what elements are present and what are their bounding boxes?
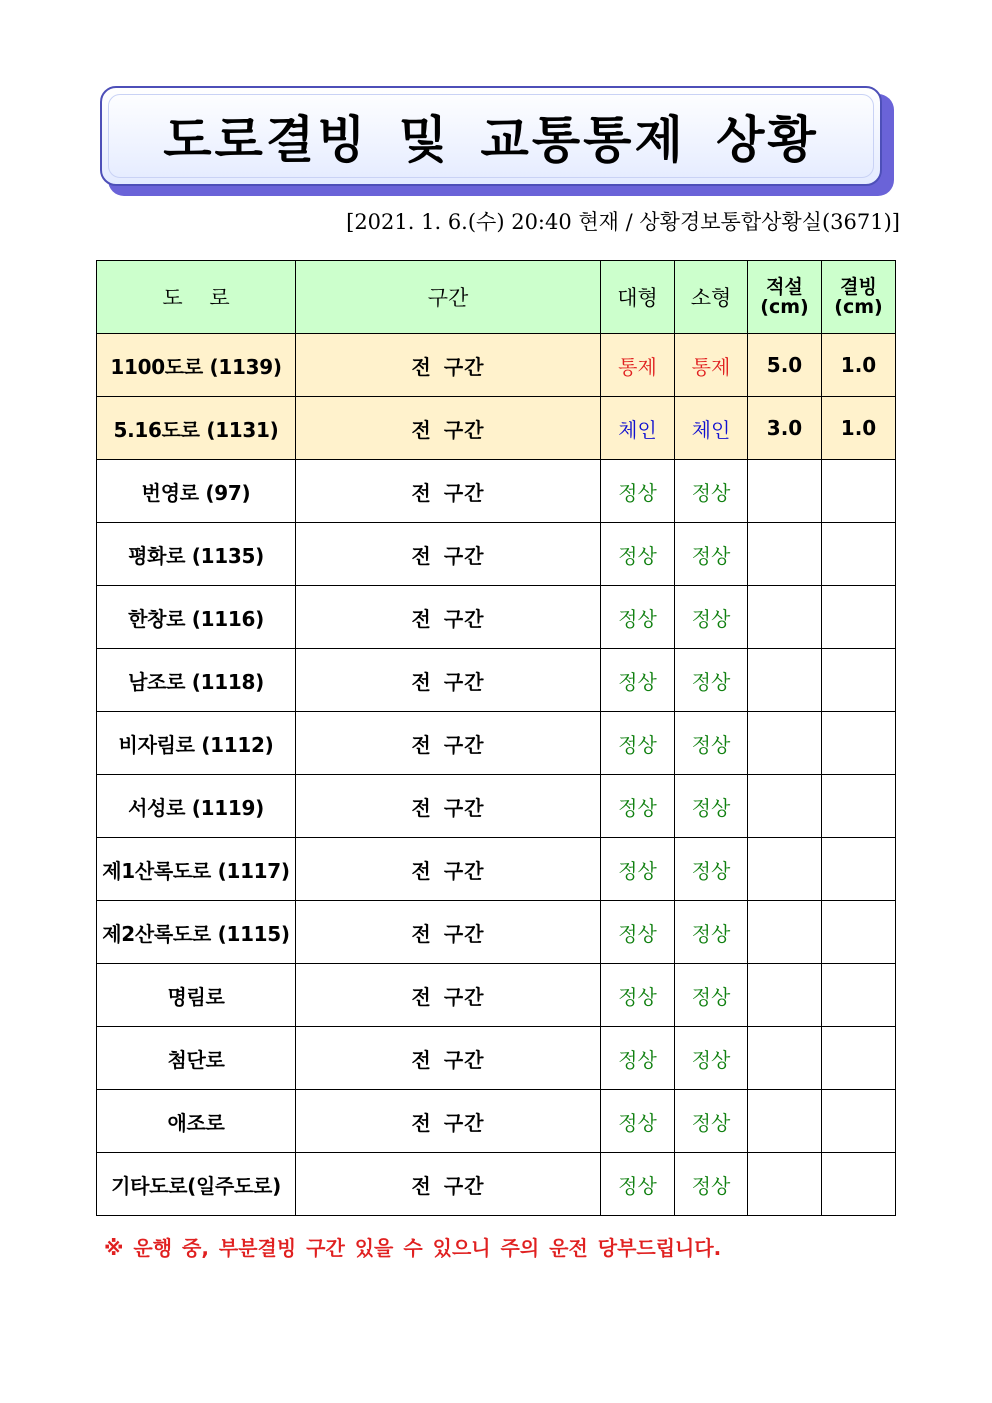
header-road: 도 로 bbox=[97, 261, 296, 334]
large-vehicle-status-cell: 통제 bbox=[601, 334, 675, 397]
icing-cell bbox=[822, 901, 896, 964]
large-vehicle-status-cell: 체인 bbox=[601, 397, 675, 460]
large-vehicle-status-cell: 정상 bbox=[601, 523, 675, 586]
small-vehicle-status-cell: 정상 bbox=[675, 523, 748, 586]
small-vehicle-status-cell: 정상 bbox=[675, 1153, 748, 1216]
table-body bbox=[97, 334, 896, 1216]
snowfall-cell bbox=[748, 1090, 822, 1153]
snowfall-cell: 5.0 bbox=[748, 334, 822, 397]
road-name-cell: 제1산록도로 (1117) bbox=[97, 838, 296, 901]
road-name-cell: 애조로 bbox=[97, 1090, 296, 1153]
icing-cell bbox=[822, 712, 896, 775]
small-vehicle-status-cell: 정상 bbox=[675, 1027, 748, 1090]
road-name-cell: 남조로 (1118) bbox=[97, 649, 296, 712]
large-vehicle-status-cell: 정상 bbox=[601, 712, 675, 775]
small-vehicle-status-cell: 정상 bbox=[675, 775, 748, 838]
snowfall-cell bbox=[748, 712, 822, 775]
snowfall-cell: 3.0 bbox=[748, 397, 822, 460]
table-row bbox=[97, 1153, 896, 1216]
large-vehicle-status-cell: 정상 bbox=[601, 838, 675, 901]
section-cell: 전 구간 bbox=[296, 964, 601, 1027]
caution-note: ※ 운행 중, 부분결빙 구간 있을 수 있으니 주의 운전 당부드립니다. bbox=[104, 1236, 722, 1260]
snowfall-cell bbox=[748, 460, 822, 523]
page-title: 도로결빙 및 교통통제 상황 bbox=[163, 111, 819, 169]
icing-cell bbox=[822, 1027, 896, 1090]
icing-cell: 1.0 bbox=[822, 334, 896, 397]
small-vehicle-status-cell: 정상 bbox=[675, 649, 748, 712]
snowfall-cell bbox=[748, 649, 822, 712]
icing-cell bbox=[822, 523, 896, 586]
table-row bbox=[97, 460, 896, 523]
small-vehicle-status-cell: 정상 bbox=[675, 901, 748, 964]
snowfall-cell bbox=[748, 964, 822, 1027]
snowfall-cell bbox=[748, 838, 822, 901]
report-timestamp: [2021. 1. 6.(수) 20:40 현재 / 상황경보통합상황실(3671)] bbox=[346, 210, 900, 234]
small-vehicle-status-cell: 정상 bbox=[675, 460, 748, 523]
section-cell: 전 구간 bbox=[296, 334, 601, 397]
small-vehicle-status-cell: 정상 bbox=[675, 1090, 748, 1153]
snowfall-cell bbox=[748, 586, 822, 649]
table-row bbox=[97, 712, 896, 775]
road-name-cell: 첨단로 bbox=[97, 1027, 296, 1090]
section-cell: 전 구간 bbox=[296, 1153, 601, 1216]
road-name-cell: 1100도로 (1139) bbox=[97, 334, 296, 397]
icing-cell bbox=[822, 649, 896, 712]
header-section: 구간 bbox=[296, 261, 601, 334]
icing-cell bbox=[822, 460, 896, 523]
table-row bbox=[97, 1027, 896, 1090]
section-cell: 전 구간 bbox=[296, 1090, 601, 1153]
table-row bbox=[97, 1090, 896, 1153]
small-vehicle-status-cell: 정상 bbox=[675, 964, 748, 1027]
large-vehicle-status-cell: 정상 bbox=[601, 586, 675, 649]
title-banner bbox=[108, 94, 874, 178]
large-vehicle-status-cell: 정상 bbox=[601, 1090, 675, 1153]
road-name-cell: 서성로 (1119) bbox=[97, 775, 296, 838]
icing-cell bbox=[822, 838, 896, 901]
large-vehicle-status-cell: 정상 bbox=[601, 1027, 675, 1090]
large-vehicle-status-cell: 정상 bbox=[601, 775, 675, 838]
section-cell: 전 구간 bbox=[296, 775, 601, 838]
table-row bbox=[97, 523, 896, 586]
icing-cell bbox=[822, 964, 896, 1027]
icing-cell bbox=[822, 775, 896, 838]
road-name-cell: 한창로 (1116) bbox=[97, 586, 296, 649]
icing-cell bbox=[822, 586, 896, 649]
road-name-cell: 번영로 (97) bbox=[97, 460, 296, 523]
road-name-cell: 기타도로(일주도로) bbox=[97, 1153, 296, 1216]
table-row bbox=[97, 775, 896, 838]
header-icing: 결빙 (cm) bbox=[822, 261, 896, 334]
road-name-cell: 5.16도로 (1131) bbox=[97, 397, 296, 460]
large-vehicle-status-cell: 정상 bbox=[601, 460, 675, 523]
icing-cell bbox=[822, 1090, 896, 1153]
small-vehicle-status-cell: 통제 bbox=[675, 334, 748, 397]
section-cell: 전 구간 bbox=[296, 649, 601, 712]
header-small-vehicle: 소형 bbox=[675, 261, 748, 334]
table-row bbox=[97, 397, 896, 460]
road-name-cell: 제2산록도로 (1115) bbox=[97, 901, 296, 964]
section-cell: 전 구간 bbox=[296, 901, 601, 964]
section-cell: 전 구간 bbox=[296, 712, 601, 775]
small-vehicle-status-cell: 체인 bbox=[675, 397, 748, 460]
small-vehicle-status-cell: 정상 bbox=[675, 712, 748, 775]
snowfall-cell bbox=[748, 901, 822, 964]
table-row bbox=[97, 901, 896, 964]
table-row bbox=[97, 334, 896, 397]
road-name-cell: 평화로 (1135) bbox=[97, 523, 296, 586]
small-vehicle-status-cell: 정상 bbox=[675, 586, 748, 649]
large-vehicle-status-cell: 정상 bbox=[601, 964, 675, 1027]
table-header-row bbox=[97, 261, 896, 334]
road-status-table bbox=[96, 260, 896, 1216]
header-large-vehicle: 대형 bbox=[601, 261, 675, 334]
section-cell: 전 구간 bbox=[296, 397, 601, 460]
section-cell: 전 구간 bbox=[296, 523, 601, 586]
icing-cell bbox=[822, 1153, 896, 1216]
section-cell: 전 구간 bbox=[296, 586, 601, 649]
snowfall-cell bbox=[748, 1153, 822, 1216]
road-name-cell: 명림로 bbox=[97, 964, 296, 1027]
section-cell: 전 구간 bbox=[296, 1027, 601, 1090]
table-row bbox=[97, 964, 896, 1027]
large-vehicle-status-cell: 정상 bbox=[601, 1153, 675, 1216]
road-name-cell: 비자림로 (1112) bbox=[97, 712, 296, 775]
table-row bbox=[97, 649, 896, 712]
header-snowfall: 적설 (cm) bbox=[748, 261, 822, 334]
snowfall-cell bbox=[748, 1027, 822, 1090]
table-row bbox=[97, 586, 896, 649]
snowfall-cell bbox=[748, 523, 822, 586]
large-vehicle-status-cell: 정상 bbox=[601, 901, 675, 964]
section-cell: 전 구간 bbox=[296, 460, 601, 523]
icing-cell: 1.0 bbox=[822, 397, 896, 460]
large-vehicle-status-cell: 정상 bbox=[601, 649, 675, 712]
table-row bbox=[97, 838, 896, 901]
section-cell: 전 구간 bbox=[296, 838, 601, 901]
snowfall-cell bbox=[748, 775, 822, 838]
small-vehicle-status-cell: 정상 bbox=[675, 838, 748, 901]
